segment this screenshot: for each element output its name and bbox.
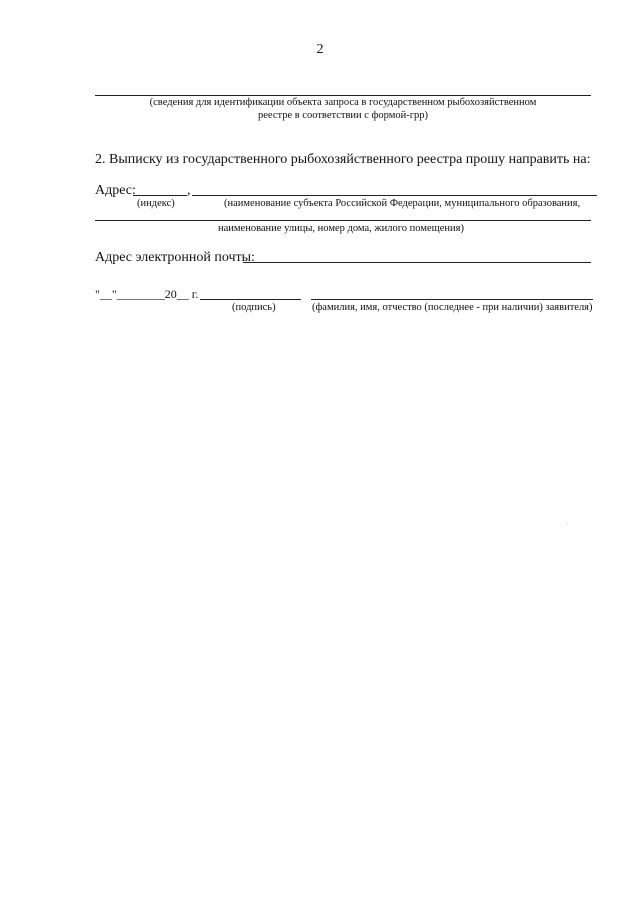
address-street-field[interactable]: [95, 220, 591, 221]
address-index-caption: (индекс): [137, 198, 175, 209]
applicant-name-field[interactable]: [311, 299, 593, 300]
email-label: Адрес электронной почты:: [95, 250, 255, 265]
address-subject-field[interactable]: [192, 195, 597, 196]
date-field[interactable]: "__"________20__ г.: [95, 287, 199, 301]
identification-line: [95, 95, 591, 96]
signature-field[interactable]: [200, 299, 301, 300]
signature-caption: (подпись): [232, 302, 276, 313]
applicant-name-caption: (фамилия, имя, отчество (последнее - при наличии) заявителя): [312, 302, 593, 313]
address-subject-caption: (наименование субъекта Российской Федерации, муниципального образования,: [224, 198, 581, 209]
page-number: 2: [316, 42, 324, 57]
email-field[interactable]: [243, 262, 591, 263]
section-2-heading: 2. Выписку из государственного рыбохозяйственного реестра прошу направить на:: [95, 152, 591, 167]
address-label: Адрес:: [95, 183, 136, 198]
address-street-caption: наименование улицы, номер дома, жилого помещения): [218, 223, 464, 234]
address-index-field[interactable]: [133, 195, 187, 196]
address-comma: ,: [187, 183, 191, 198]
scan-speck: [567, 523, 568, 524]
identification-caption-line-1: (сведения для идентификации объекта запроса в государственном рыбохозяйственном: [149, 97, 537, 108]
identification-caption-line-2: реестре в соответствии с формой-грр): [257, 110, 429, 121]
